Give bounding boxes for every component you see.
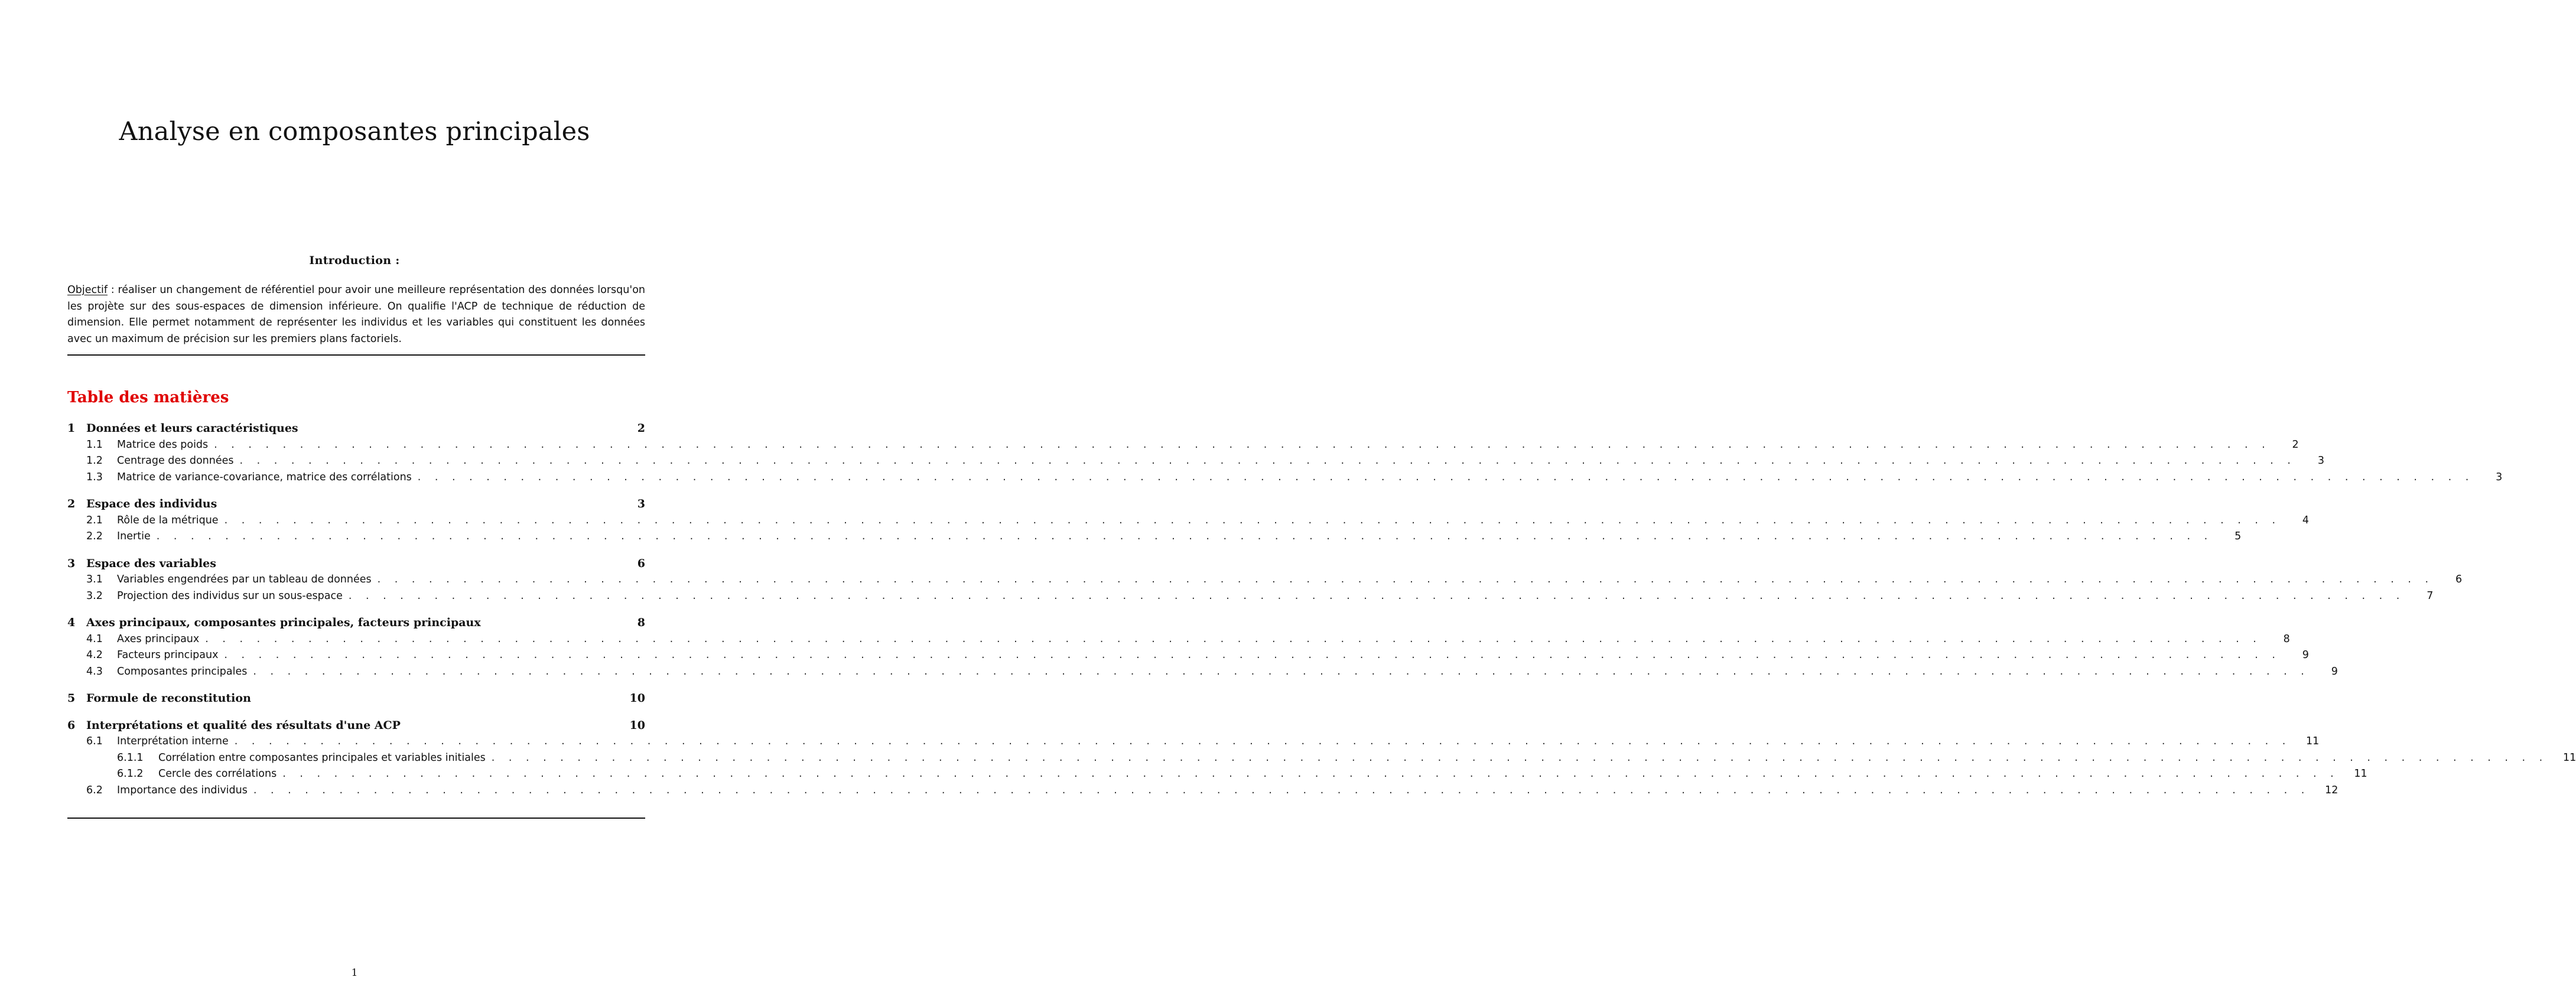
- intro-heading: Introduction :: [309, 254, 400, 267]
- toc-leader-dots: . . . . . . . . . . . . . . . . . . . . . . . . . . . . . . . . . . . . . . . . . . . . . . . . . . . . . . . . . . . . . . . . . . . . . . . . . . . . . . . . . . . . . . . . . . . . . . . . . . . . . . . . . . . . . . . . . . . . . . . .: [214, 438, 2271, 451]
- toc-subsection-entry[interactable]: [67, 631, 2290, 648]
- toc-page: 3: [2496, 471, 2503, 483]
- toc-subsection-entry[interactable]: [67, 588, 2434, 605]
- page-title: Analyse en composantes principales: [119, 117, 590, 146]
- toc-number: 4.1: [86, 633, 103, 645]
- toc-leader-dots: . . . . . . . . . . . . . . . . . . . . . . . . . . . . . . . . . . . . . . . . . . . . . . . . . . . . . . . . . . . . . . . . . . . . . . . . . . . . . . . . . . . . . . . . . . . . . . . . . . . . . . . . . . . . . . . . . . . . . . . .: [377, 574, 2434, 585]
- toc-section-entry[interactable]: [67, 615, 645, 631]
- toc-label: Matrice des poids: [117, 438, 209, 451]
- toc-label: Matrice de variance-covariance, matrice des corrélations: [117, 471, 412, 483]
- toc-page: 6: [2455, 574, 2463, 585]
- toc-subsection-entry[interactable]: [67, 529, 2242, 545]
- toc-subsection-entry[interactable]: [67, 437, 2299, 454]
- toc-number: 6.1.2: [117, 768, 144, 780]
- toc-heading: Table des matières: [67, 389, 229, 406]
- toc-number: 6.2: [86, 784, 103, 796]
- toc-page: 8: [637, 616, 645, 629]
- toc-label: Axes principaux, composantes principales, facteurs principaux: [86, 616, 481, 629]
- toc-label: Interprétation interne: [117, 735, 229, 747]
- toc-page: 9: [2302, 649, 2309, 661]
- toc-label: Espace des variables: [86, 556, 216, 570]
- toc-label: Rôle de la métrique: [117, 514, 219, 526]
- toc-page: 4: [2302, 514, 2310, 526]
- toc-label: Données et leurs caractéristiques: [86, 422, 298, 435]
- intro-paragraph: [67, 282, 645, 347]
- objective-label: Objectif: [67, 284, 108, 296]
- toc-label: Centrage des données: [117, 455, 234, 467]
- toc-number: 6.1: [86, 735, 103, 747]
- toc-page: 3: [637, 497, 645, 510]
- toc-leader-dots: . . . . . . . . . . . . . . . . . . . . . . . . . . . . . . . . . . . . . . . . . . . . . . . . . . . . . . . . . . . . . . . . . . . . . . . . . . . . . . . . . . . . . . . . . . . . . . . . . . . . . . . . . . . . . . . . . . . . . . . .: [234, 735, 2291, 747]
- toc-page: 8: [2283, 633, 2290, 645]
- toc-label: Interprétations et qualité des résultats d'une ACP: [86, 718, 401, 732]
- toc-number: 5: [67, 692, 76, 705]
- toc-section: [67, 718, 2576, 799]
- toc-label: Cercle des corrélations: [158, 768, 277, 780]
- toc-number: 4: [67, 616, 76, 629]
- toc-number: 2: [67, 497, 76, 510]
- toc-number: 2.2: [86, 530, 103, 542]
- toc-number: 1: [67, 422, 76, 435]
- toc-label: Importance des individus: [117, 784, 248, 796]
- toc-label: Axes principaux: [117, 633, 200, 645]
- toc-leader-dots: . . . . . . . . . . . . . . . . . . . . . . . . . . . . . . . . . . . . . . . . . . . . . . . . . . . . . . . . . . . . . . . . . . . . . . . . . . . . . . . . . . . . . . . . . . . . . . . . . . . . . . . . . . . . . . . . . . . . . . . .: [205, 633, 2262, 645]
- toc-section-entry[interactable]: [67, 718, 645, 734]
- toc-leader-dots: . . . . . . . . . . . . . . . . . . . . . . . . . . . . . . . . . . . . . . . . . . . . . . . . . . . . . . . . . . . . . . . . . . . . . . . . . . . . . . . . . . . . . . . . . . . . . . . . . . . . . . . . . . . . . . . . . . . . . . . .: [348, 590, 2405, 602]
- toc-leader-dots: . . . . . . . . . . . . . . . . . . . . . . . . . . . . . . . . . . . . . . . . . . . . . . . . . . . . . . . . . . . . . . . . . . . . . . . . . . . . . . . . . . . . . . . . . . . . . . . . . . . . . . . . . . . . . . . . . . . . . . . .: [156, 530, 2213, 542]
- toc-leader-dots: . . . . . . . . . . . . . . . . . . . . . . . . . . . . . . . . . . . . . . . . . . . . . . . . . . . . . . . . . . . . . . . . . . . . . . . . . . . . . . . . . . . . . . . . . . . . . . . . . . . . . . . . . . . . . . . . . . . . . . . .: [253, 784, 2310, 796]
- toc-leader-dots: . . . . . . . . . . . . . . . . . . . . . . . . . . . . . . . . . . . . . . . . . . . . . . . . . . . . . . . . . . . . . . . . . . . . . . . . . . . . . . . . . . . . . . . . . . . . . . . . . . . . . . . . . . . . . . . . . . . . . . . .: [282, 768, 2339, 780]
- toc-label: Variables engendrées par un tableau de données: [117, 574, 372, 585]
- toc-section: [67, 421, 2503, 486]
- toc-page: 11: [2562, 751, 2576, 764]
- toc-leader-dots: . . . . . . . . . . . . . . . . . . . . . . . . . . . . . . . . . . . . . . . . . . . . . . . . . . . . . . . . . . . . . . . . . . . . . . . . . . . . . . . . . . . . . . . . . . . . . . . . . . . . . . . . . . . . . . . . . . . . . . . .: [239, 455, 2296, 467]
- toc-leader-dots: . . . . . . . . . . . . . . . . . . . . . . . . . . . . . . . . . . . . . . . . . . . . . . . . . . . . . . . . . . . . . . . . . . . . . . . . . . . . . . . . . . . . . . . . . . . . . . . . . . . . . . . . . . . . . . . . . . . . . . . .: [224, 649, 2281, 661]
- toc-number: 1.2: [86, 455, 103, 467]
- toc-page: 11: [2305, 735, 2320, 747]
- toc-page: 5: [2235, 530, 2242, 542]
- toc-section-entry[interactable]: [67, 691, 645, 707]
- intro-text: : réaliser un changement de référentiel pour avoir une meilleure représentation des données lorsqu'on les projète sur des sous-espaces de dimension inférieure. On qualifie l'ACP de technique de réduction de dimension. Elle permet notamment de représenter les individus et les variables qui constituent les données avec un maximum de précision sur les premiers plans factoriels.: [67, 284, 645, 345]
- toc-leader-dots: . . . . . . . . . . . . . . . . . . . . . . . . . . . . . . . . . . . . . . . . . . . . . . . . . . . . . . . . . . . . . . . . . . . . . . . . . . . . . . . . . . . . . . . . . . . . . . . . . . . . . . . . . . . . . . . . . . . . . . . .: [417, 471, 2474, 483]
- toc-number: 3: [67, 556, 76, 570]
- toc-number: 4.3: [86, 665, 103, 678]
- toc-section-entry[interactable]: [67, 496, 645, 513]
- toc-subsection-entry[interactable]: [67, 783, 2338, 799]
- toc-section: [67, 615, 2338, 680]
- toc-section: [67, 691, 645, 707]
- top-divider: [67, 354, 645, 356]
- toc-page: 3: [2317, 455, 2324, 467]
- bottom-divider: [67, 818, 645, 819]
- toc-subsection-entry[interactable]: [67, 664, 2338, 680]
- toc-page: 7: [2427, 590, 2434, 602]
- toc-subsection-entry[interactable]: [67, 470, 2503, 486]
- toc-number: 1.3: [86, 471, 103, 483]
- toc-number: 2.1: [86, 514, 103, 526]
- toc-page: 11: [2354, 768, 2367, 780]
- toc-label: Formule de reconstitution: [86, 692, 251, 705]
- toc-number: 3.2: [86, 590, 103, 602]
- toc-leader-dots: . . . . . . . . . . . . . . . . . . . . . . . . . . . . . . . . . . . . . . . . . . . . . . . . . . . . . . . . . . . . . . . . . . . . . . . . . . . . . . . . . . . . . . . . . . . . . . . . . . . . . . . . . . . . . . . . . . . . . . . .: [491, 751, 2548, 764]
- toc-page: 12: [2325, 784, 2338, 796]
- toc-section: [67, 556, 2463, 605]
- toc-subsection-entry[interactable]: [67, 734, 2320, 750]
- toc-subsection-entry[interactable]: [67, 647, 2309, 664]
- toc-page: 10: [629, 692, 645, 705]
- toc-page: 10: [629, 718, 645, 732]
- toc-number: 3.1: [86, 574, 103, 585]
- toc-page: 6: [637, 556, 645, 570]
- toc-subsubsection-entry[interactable]: [67, 766, 2367, 783]
- page-number: 1: [351, 967, 358, 979]
- toc-page: 2: [637, 422, 645, 435]
- toc-subsection-entry[interactable]: [67, 513, 2310, 529]
- toc-label: Facteurs principaux: [117, 649, 219, 661]
- toc-page: 9: [2331, 665, 2338, 678]
- toc-number: 6: [67, 718, 76, 732]
- toc-number: 1.1: [86, 438, 103, 451]
- toc-subsection-entry[interactable]: [67, 572, 2463, 588]
- toc-label: Inertie: [117, 530, 151, 542]
- toc-section-entry[interactable]: [67, 556, 645, 572]
- toc-number: 6.1.1: [117, 751, 144, 764]
- toc-label: Espace des individus: [86, 497, 217, 510]
- toc-leader-dots: . . . . . . . . . . . . . . . . . . . . . . . . . . . . . . . . . . . . . . . . . . . . . . . . . . . . . . . . . . . . . . . . . . . . . . . . . . . . . . . . . . . . . . . . . . . . . . . . . . . . . . . . . . . . . . . . . . . . . . . .: [224, 514, 2281, 526]
- toc-section-entry[interactable]: [67, 421, 645, 437]
- toc-subsubsection-entry[interactable]: [67, 750, 2576, 767]
- toc-label: Composantes principales: [117, 665, 248, 678]
- toc-subsection-entry[interactable]: [67, 453, 2324, 470]
- toc-page: 2: [2292, 438, 2299, 451]
- toc-number: 4.2: [86, 649, 103, 661]
- table-of-contents: [67, 421, 2576, 809]
- toc-section: [67, 496, 2310, 545]
- toc-label: Corrélation entre composantes principales et variables initiales: [158, 751, 486, 764]
- toc-leader-dots: . . . . . . . . . . . . . . . . . . . . . . . . . . . . . . . . . . . . . . . . . . . . . . . . . . . . . . . . . . . . . . . . . . . . . . . . . . . . . . . . . . . . . . . . . . . . . . . . . . . . . . . . . . . . . . . . . . . . . . . .: [253, 665, 2310, 678]
- toc-label: Projection des individus sur un sous-espace: [117, 590, 343, 602]
